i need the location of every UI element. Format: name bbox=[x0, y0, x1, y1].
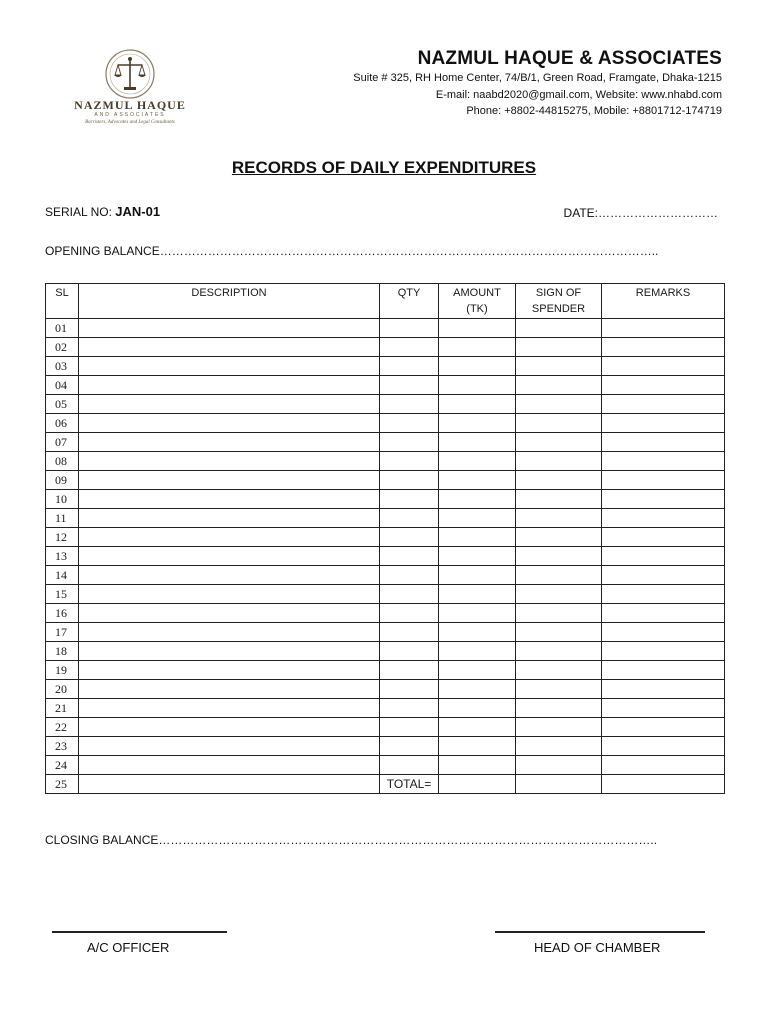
description-cell[interactable] bbox=[79, 547, 380, 566]
sl-cell: 18 bbox=[46, 642, 79, 661]
amount-cell[interactable] bbox=[439, 452, 516, 471]
sl-cell: 09 bbox=[46, 471, 79, 490]
col-header-description: DESCRIPTION bbox=[79, 284, 380, 319]
remarks-cell[interactable] bbox=[602, 395, 725, 414]
qty-cell[interactable] bbox=[380, 623, 439, 642]
col-header-amount: AMOUNT (TK) bbox=[439, 284, 516, 319]
remarks-cell[interactable] bbox=[602, 357, 725, 376]
qty-cell[interactable] bbox=[380, 528, 439, 547]
col-header-qty: QTY bbox=[380, 284, 439, 319]
logo-name: NAZMUL HAQUE bbox=[74, 98, 186, 112]
remarks-cell[interactable] bbox=[602, 604, 725, 623]
description-cell[interactable] bbox=[79, 414, 380, 433]
firm-name: NAZMUL HAQUE & ASSOCIATES bbox=[417, 48, 722, 69]
amount-cell[interactable] bbox=[439, 737, 516, 756]
sign-cell[interactable] bbox=[516, 623, 602, 642]
qty-cell[interactable] bbox=[380, 642, 439, 661]
col-header-sl: SL bbox=[46, 284, 79, 319]
qty-cell[interactable] bbox=[380, 338, 439, 357]
amount-cell[interactable] bbox=[439, 756, 516, 775]
sl-cell: 07 bbox=[46, 433, 79, 452]
table-row bbox=[46, 395, 725, 414]
table-row bbox=[46, 661, 725, 680]
remarks-cell[interactable] bbox=[602, 471, 725, 490]
amount-cell[interactable] bbox=[439, 319, 516, 338]
table-row bbox=[46, 547, 725, 566]
firm-header bbox=[353, 48, 722, 120]
remarks-cell[interactable] bbox=[602, 490, 725, 509]
sign-cell[interactable] bbox=[516, 414, 602, 433]
amount-cell[interactable] bbox=[439, 642, 516, 661]
description-cell[interactable] bbox=[79, 737, 380, 756]
amount-cell[interactable] bbox=[439, 718, 516, 737]
qty-cell[interactable] bbox=[380, 680, 439, 699]
sign-cell[interactable] bbox=[516, 737, 602, 756]
qty-cell[interactable] bbox=[380, 490, 439, 509]
qty-cell[interactable] bbox=[380, 414, 439, 433]
serial-value: JAN-01 bbox=[115, 204, 161, 219]
remarks-cell[interactable] bbox=[602, 338, 725, 357]
description-cell[interactable] bbox=[79, 490, 380, 509]
description-cell[interactable] bbox=[79, 623, 380, 642]
sign-cell[interactable] bbox=[516, 319, 602, 338]
table-row bbox=[46, 585, 725, 604]
firm-phone: Phone: +8802-44815275, Mobile: +8801712-174719 bbox=[466, 105, 722, 117]
sign-cell[interactable] bbox=[516, 357, 602, 376]
table-row bbox=[46, 433, 725, 452]
amount-cell[interactable] bbox=[439, 566, 516, 585]
logo-subtitle: AND ASSOCIATES bbox=[94, 112, 166, 118]
serial-no bbox=[45, 204, 160, 219]
sl-cell: 23 bbox=[46, 737, 79, 756]
sign-cell[interactable] bbox=[516, 376, 602, 395]
remarks-cell[interactable] bbox=[602, 642, 725, 661]
sl-cell: 15 bbox=[46, 585, 79, 604]
table-row bbox=[46, 376, 725, 395]
amount-cell[interactable] bbox=[439, 376, 516, 395]
scales-of-justice-icon bbox=[60, 48, 200, 100]
amount-cell[interactable] bbox=[439, 509, 516, 528]
amount-cell[interactable] bbox=[439, 471, 516, 490]
table-row bbox=[46, 509, 725, 528]
amount-cell[interactable] bbox=[439, 699, 516, 718]
description-cell[interactable] bbox=[79, 319, 380, 338]
sl-cell: 10 bbox=[46, 490, 79, 509]
table-row bbox=[46, 452, 725, 471]
qty-cell[interactable] bbox=[380, 471, 439, 490]
description-cell[interactable] bbox=[79, 661, 380, 680]
description-cell[interactable] bbox=[79, 528, 380, 547]
sl-cell: 16 bbox=[46, 604, 79, 623]
remarks-cell[interactable] bbox=[602, 376, 725, 395]
description-cell[interactable] bbox=[79, 357, 380, 376]
sign-cell[interactable] bbox=[516, 699, 602, 718]
qty-cell[interactable] bbox=[380, 547, 439, 566]
signature-line-left bbox=[52, 931, 227, 933]
table-row bbox=[46, 528, 725, 547]
amount-cell[interactable] bbox=[439, 433, 516, 452]
table-row bbox=[46, 357, 725, 376]
table-row bbox=[46, 338, 725, 357]
description-cell[interactable] bbox=[79, 699, 380, 718]
qty-cell[interactable] bbox=[380, 433, 439, 452]
description-cell[interactable] bbox=[79, 585, 380, 604]
sl-cell: 01 bbox=[46, 319, 79, 338]
sign-cell[interactable] bbox=[516, 471, 602, 490]
sl-cell: 02 bbox=[46, 338, 79, 357]
table-row bbox=[46, 471, 725, 490]
remarks-cell[interactable] bbox=[602, 756, 725, 775]
firm-logo bbox=[60, 48, 200, 132]
remarks-cell[interactable] bbox=[602, 699, 725, 718]
firm-address: Suite # 325, RH Home Center, 74/B/1, Green Road, Framgate, Dhaka-1215 bbox=[353, 72, 722, 84]
description-cell[interactable] bbox=[79, 775, 380, 794]
sign-cell[interactable] bbox=[516, 528, 602, 547]
logo-tagline: Barristers, Advocates and Legal Consultants bbox=[85, 120, 175, 125]
remarks-cell[interactable] bbox=[602, 528, 725, 547]
qty-cell[interactable] bbox=[380, 699, 439, 718]
sl-cell: 24 bbox=[46, 756, 79, 775]
sign-cell[interactable] bbox=[516, 642, 602, 661]
sl-cell: 13 bbox=[46, 547, 79, 566]
sl-cell: 08 bbox=[46, 452, 79, 471]
amount-cell[interactable] bbox=[439, 623, 516, 642]
amount-cell[interactable] bbox=[439, 357, 516, 376]
amount-cell[interactable] bbox=[439, 414, 516, 433]
qty-cell[interactable] bbox=[380, 452, 439, 471]
amount-cell[interactable] bbox=[439, 661, 516, 680]
description-cell[interactable] bbox=[79, 471, 380, 490]
remarks-cell[interactable] bbox=[602, 566, 725, 585]
sign-cell[interactable] bbox=[516, 680, 602, 699]
expenditure-table bbox=[45, 283, 725, 794]
amount-cell[interactable] bbox=[439, 395, 516, 414]
table-row bbox=[46, 756, 725, 775]
sign-cell[interactable] bbox=[516, 338, 602, 357]
sl-cell: 17 bbox=[46, 623, 79, 642]
sign-cell[interactable] bbox=[516, 775, 602, 794]
sign-cell[interactable] bbox=[516, 718, 602, 737]
description-cell[interactable] bbox=[79, 718, 380, 737]
amount-cell[interactable] bbox=[439, 680, 516, 699]
table-row bbox=[46, 623, 725, 642]
sign-cell[interactable] bbox=[516, 661, 602, 680]
qty-cell[interactable] bbox=[380, 756, 439, 775]
description-cell[interactable] bbox=[79, 604, 380, 623]
table-row bbox=[46, 775, 725, 794]
date-field: DATE:………………………… bbox=[563, 206, 718, 220]
sl-cell: 19 bbox=[46, 661, 79, 680]
qty-cell[interactable] bbox=[380, 604, 439, 623]
remarks-cell[interactable] bbox=[602, 547, 725, 566]
sl-cell: 04 bbox=[46, 376, 79, 395]
description-cell[interactable] bbox=[79, 756, 380, 775]
signature-head-of-chamber: HEAD OF CHAMBER bbox=[534, 940, 661, 955]
sl-cell: 14 bbox=[46, 566, 79, 585]
amount-cell[interactable] bbox=[439, 547, 516, 566]
remarks-cell[interactable] bbox=[602, 452, 725, 471]
serial-label: SERIAL NO: bbox=[45, 205, 112, 219]
description-cell[interactable] bbox=[79, 566, 380, 585]
description-cell[interactable] bbox=[79, 338, 380, 357]
description-cell[interactable] bbox=[79, 433, 380, 452]
qty-cell[interactable] bbox=[380, 395, 439, 414]
table-row bbox=[46, 718, 725, 737]
table-row bbox=[46, 642, 725, 661]
table-row bbox=[46, 680, 725, 699]
remarks-cell[interactable] bbox=[602, 509, 725, 528]
table-row bbox=[46, 414, 725, 433]
amount-cell[interactable] bbox=[439, 604, 516, 623]
description-cell[interactable] bbox=[79, 395, 380, 414]
description-cell[interactable] bbox=[79, 509, 380, 528]
sl-cell: 11 bbox=[46, 509, 79, 528]
qty-cell[interactable] bbox=[380, 376, 439, 395]
qty-cell[interactable] bbox=[380, 737, 439, 756]
sl-cell: 25 bbox=[46, 775, 79, 794]
remarks-cell[interactable] bbox=[602, 661, 725, 680]
table-row bbox=[46, 737, 725, 756]
signature-ac-officer: A/C OFFICER bbox=[87, 940, 170, 955]
table-header-row bbox=[46, 284, 725, 319]
remarks-cell[interactable] bbox=[602, 319, 725, 338]
qty-cell[interactable] bbox=[380, 661, 439, 680]
sl-cell: 03 bbox=[46, 357, 79, 376]
sign-cell[interactable] bbox=[516, 604, 602, 623]
qty-cell[interactable] bbox=[380, 585, 439, 604]
document-title-wrap bbox=[0, 158, 768, 178]
amount-cell[interactable] bbox=[439, 490, 516, 509]
sl-cell: 20 bbox=[46, 680, 79, 699]
sign-cell[interactable] bbox=[516, 452, 602, 471]
sign-cell[interactable] bbox=[516, 756, 602, 775]
table-row bbox=[46, 699, 725, 718]
sign-cell[interactable] bbox=[516, 395, 602, 414]
remarks-cell[interactable] bbox=[602, 680, 725, 699]
amount-cell[interactable] bbox=[439, 775, 516, 794]
table-row bbox=[46, 566, 725, 585]
document-title: RECORDS OF DAILY EXPENDITURES bbox=[231, 158, 537, 177]
closing-balance: CLOSING BALANCE…………………………………………………………………………………………………………….. bbox=[45, 833, 658, 847]
sign-cell[interactable] bbox=[516, 547, 602, 566]
remarks-cell[interactable] bbox=[602, 718, 725, 737]
signature-line-right bbox=[495, 931, 705, 933]
description-cell[interactable] bbox=[79, 642, 380, 661]
sl-cell: 06 bbox=[46, 414, 79, 433]
sl-cell: 05 bbox=[46, 395, 79, 414]
sl-cell: 22 bbox=[46, 718, 79, 737]
remarks-cell[interactable] bbox=[602, 414, 725, 433]
col-header-sign-of-spender: SIGN OF SPENDER bbox=[516, 284, 602, 319]
remarks-cell[interactable] bbox=[602, 585, 725, 604]
table-row bbox=[46, 319, 725, 338]
sign-cell[interactable] bbox=[516, 490, 602, 509]
sl-cell: 21 bbox=[46, 699, 79, 718]
description-cell[interactable] bbox=[79, 376, 380, 395]
sign-cell[interactable] bbox=[516, 433, 602, 452]
table-row bbox=[46, 490, 725, 509]
col-header-remarks: REMARKS bbox=[602, 284, 725, 319]
sign-cell[interactable] bbox=[516, 566, 602, 585]
description-cell[interactable] bbox=[79, 680, 380, 699]
qty-cell[interactable] bbox=[380, 319, 439, 338]
amount-cell[interactable] bbox=[439, 585, 516, 604]
description-cell[interactable] bbox=[79, 452, 380, 471]
remarks-cell[interactable] bbox=[602, 737, 725, 756]
amount-cell[interactable] bbox=[439, 338, 516, 357]
remarks-cell[interactable] bbox=[602, 623, 725, 642]
amount-cell[interactable] bbox=[439, 528, 516, 547]
sign-cell[interactable] bbox=[516, 509, 602, 528]
firm-email-website: E-mail: naabd2020@gmail.com, Website: www.nhabd.com bbox=[435, 88, 722, 101]
total-label: TOTAL= bbox=[380, 775, 439, 794]
sl-cell: 12 bbox=[46, 528, 79, 547]
sign-cell[interactable] bbox=[516, 585, 602, 604]
remarks-cell[interactable] bbox=[602, 775, 725, 794]
qty-cell[interactable] bbox=[380, 509, 439, 528]
opening-balance: OPENING BALANCE…………………………………………………………………………………………………………….. bbox=[45, 244, 659, 258]
qty-cell[interactable] bbox=[380, 718, 439, 737]
qty-cell[interactable] bbox=[380, 357, 439, 376]
qty-cell[interactable] bbox=[380, 566, 439, 585]
remarks-cell[interactable] bbox=[602, 433, 725, 452]
table-row bbox=[46, 604, 725, 623]
